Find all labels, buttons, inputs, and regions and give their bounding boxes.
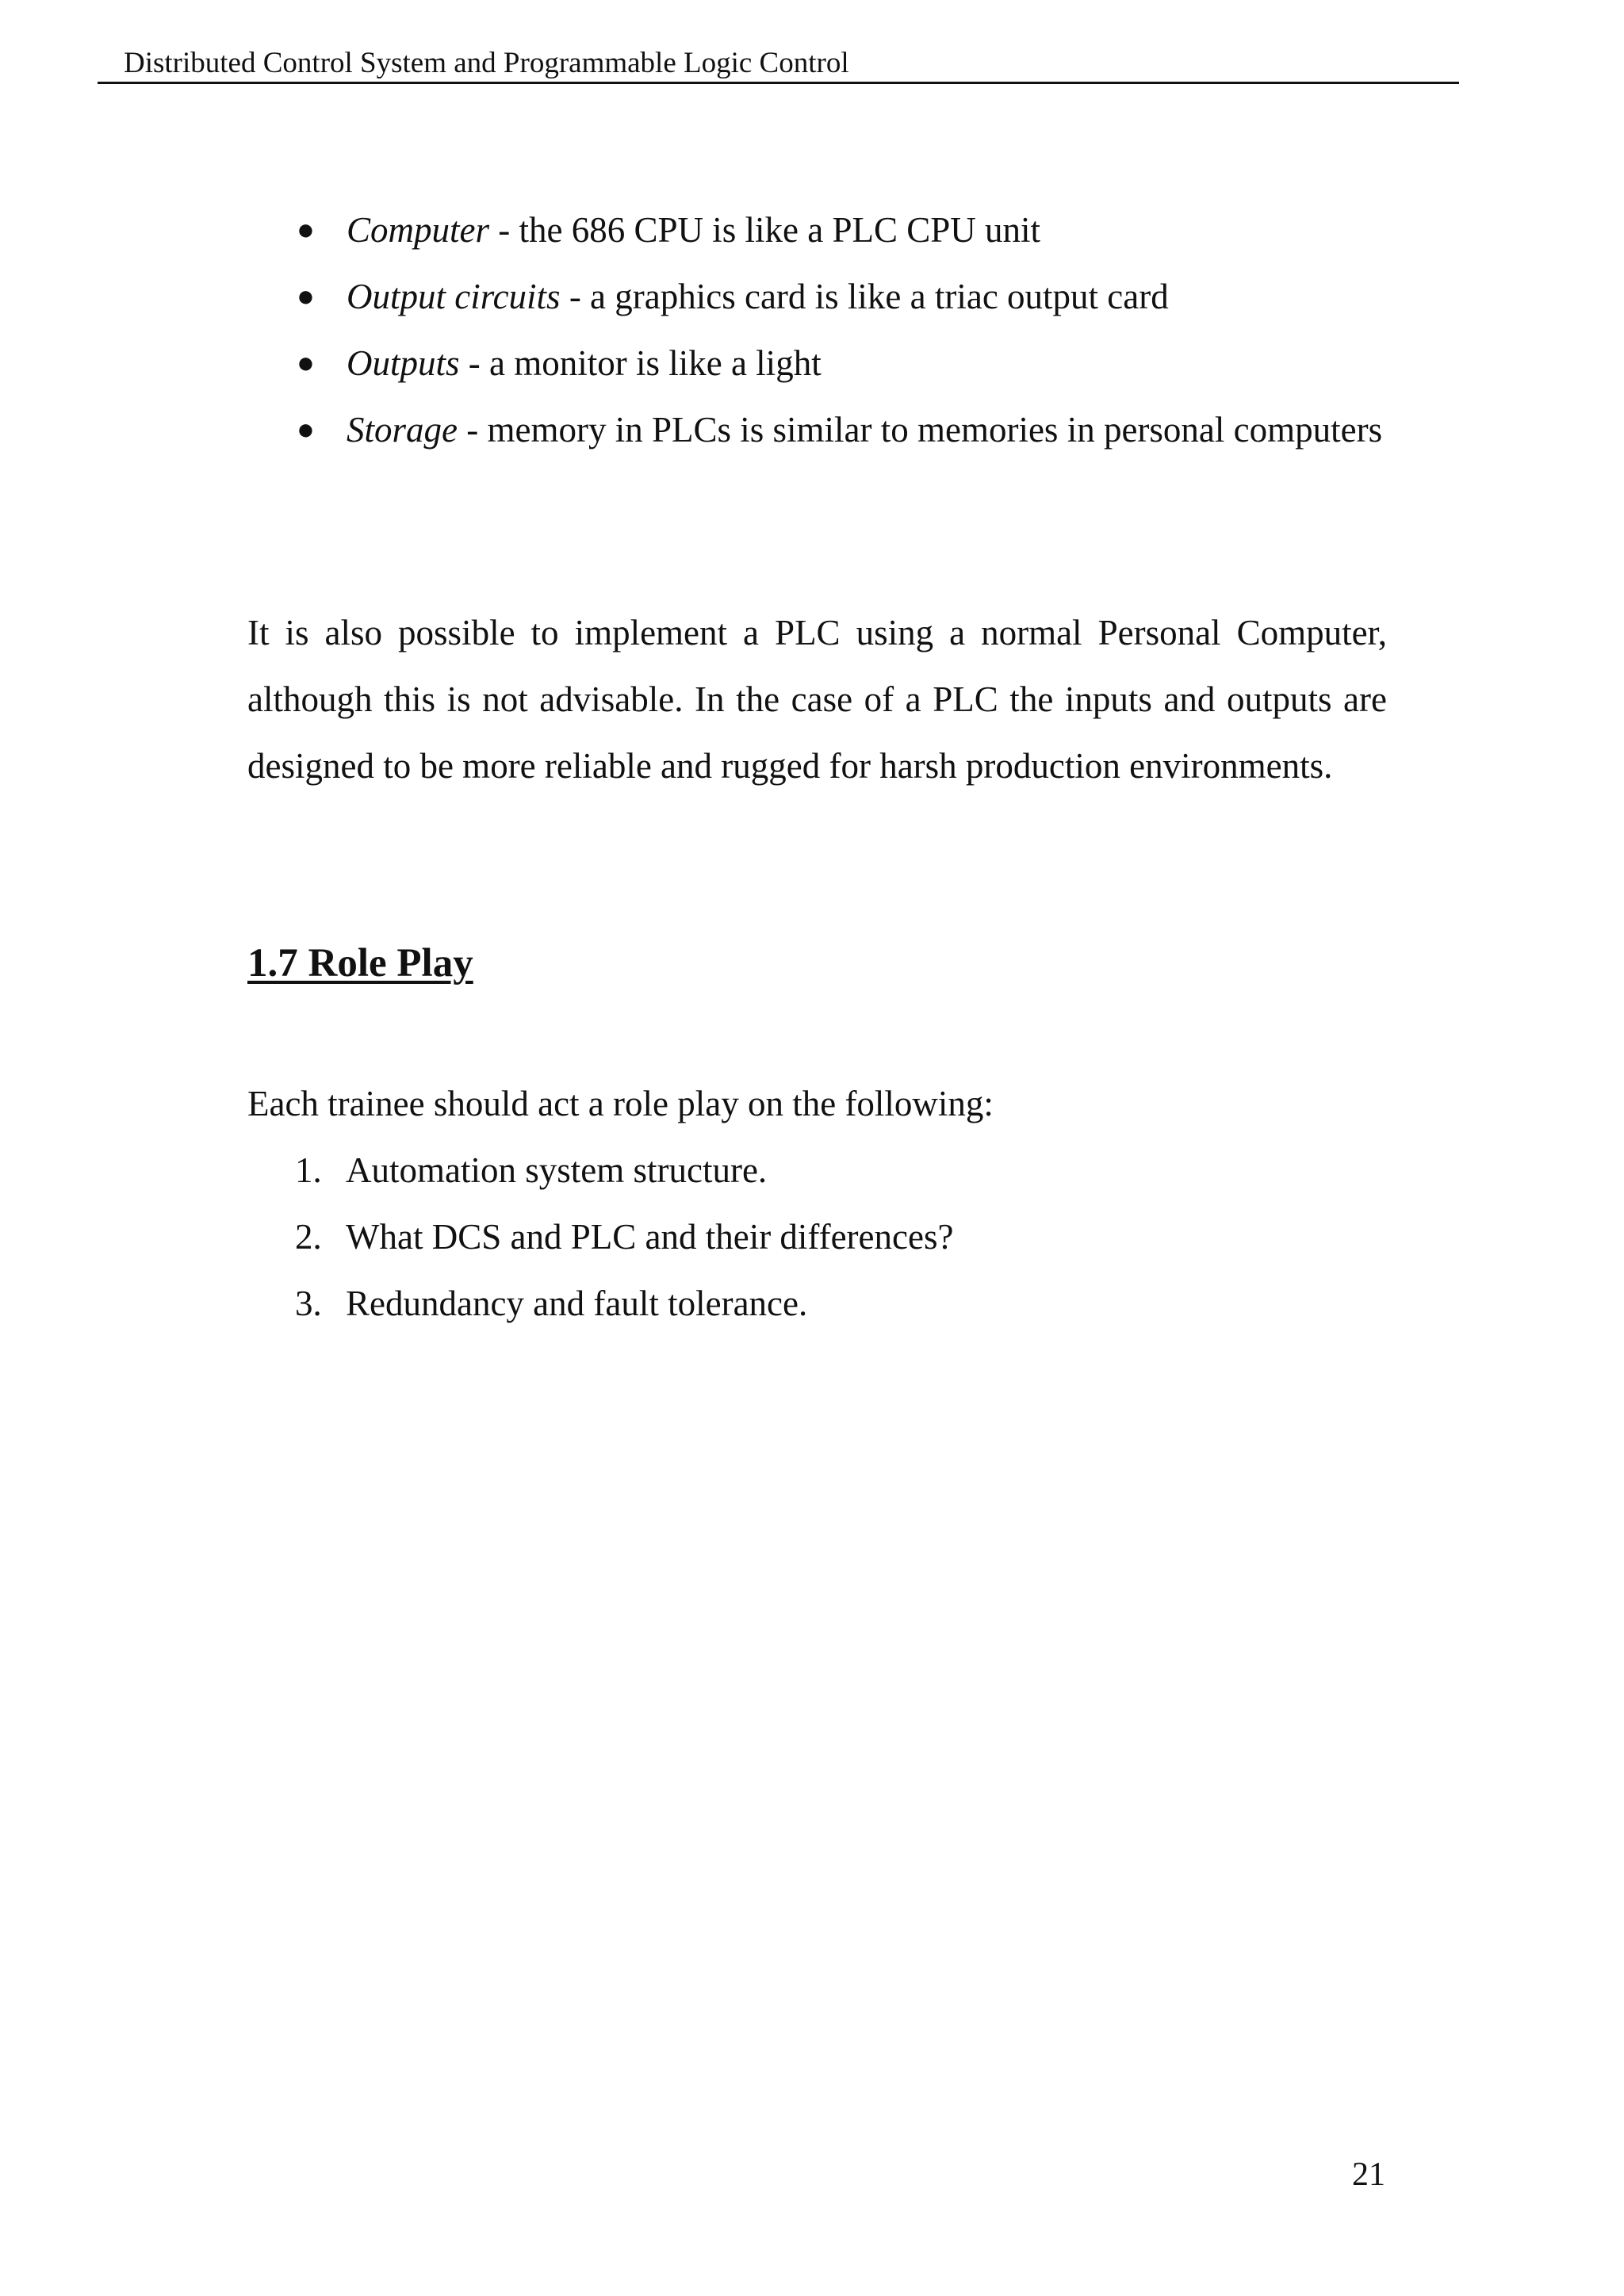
section-heading: 1.7 Role Play bbox=[247, 941, 473, 985]
item-number: 1. bbox=[295, 1150, 322, 1190]
bullet-dot-icon: ● bbox=[297, 413, 315, 446]
item-text: Redundancy and fault tolerance. bbox=[346, 1284, 808, 1323]
item-text: Automation system structure. bbox=[346, 1150, 768, 1190]
bullet-item bbox=[297, 396, 1387, 463]
item-text: What DCS and PLC and their differences? bbox=[346, 1217, 954, 1257]
bullet-term: Storage bbox=[347, 410, 458, 450]
bullet-item bbox=[297, 197, 1387, 263]
bullet-list bbox=[297, 197, 1387, 463]
item-number: 2. bbox=[295, 1217, 322, 1257]
running-header-title: Distributed Control System and Programmable Logic Control bbox=[124, 47, 849, 79]
bullet-dot-icon: ● bbox=[297, 213, 315, 247]
numbered-list bbox=[295, 1137, 1387, 1337]
bullet-text: - a monitor is like a light bbox=[459, 343, 822, 383]
bullet-text: - a graphics card is like a triac output card bbox=[560, 277, 1169, 316]
bullet-term: Computer bbox=[347, 210, 489, 250]
page-number: 21 bbox=[1352, 2156, 1385, 2193]
numbered-item bbox=[295, 1137, 1387, 1203]
section-intro: Each trainee should act a role play on the following: bbox=[247, 1084, 994, 1123]
numbered-item bbox=[295, 1270, 1387, 1337]
bullet-text: - the 686 CPU is like a PLC CPU unit bbox=[489, 210, 1041, 250]
item-number: 3. bbox=[295, 1284, 322, 1323]
bullet-item bbox=[297, 330, 1387, 396]
bullet-term: Outputs bbox=[347, 343, 460, 383]
bullet-dot-icon: ● bbox=[297, 280, 315, 313]
bullet-text: - memory in PLCs is similar to memories in personal computers bbox=[458, 410, 1383, 450]
running-header bbox=[98, 44, 1459, 84]
bullet-term: Output circuits bbox=[347, 277, 561, 316]
bullet-item bbox=[297, 263, 1387, 330]
numbered-item bbox=[295, 1203, 1387, 1270]
body-paragraph: It is also possible to implement a PLC using a normal Personal Computer, although this is not advisable. In the case of a PLC the inputs and outputs are designed to be more reliable and rugged for harsh production environments. bbox=[247, 613, 1387, 786]
bullet-dot-icon: ● bbox=[297, 346, 315, 380]
